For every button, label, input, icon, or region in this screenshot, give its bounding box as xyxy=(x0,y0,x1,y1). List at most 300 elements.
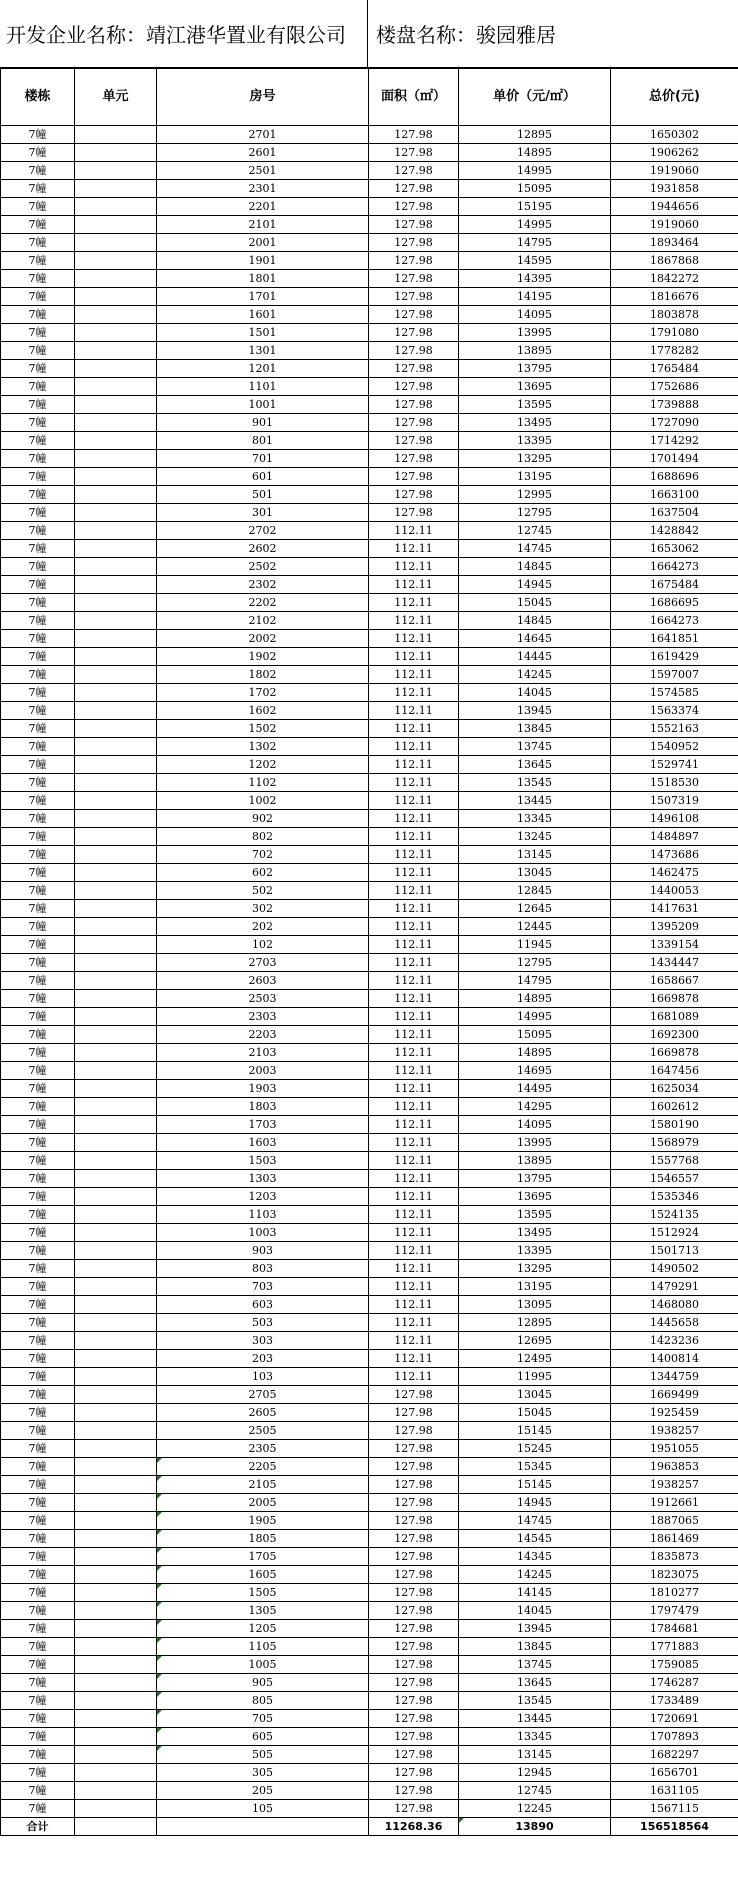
unit-cell[interactable] xyxy=(75,504,157,522)
room-cell[interactable]: 2305 xyxy=(157,1440,369,1458)
area-cell[interactable]: 112.11 xyxy=(369,720,459,738)
unit-price-cell[interactable]: 13945 xyxy=(459,1620,611,1638)
unit-cell[interactable] xyxy=(75,1440,157,1458)
total-price-cell[interactable]: 1484897 xyxy=(611,828,738,846)
area-cell[interactable]: 127.98 xyxy=(369,324,459,342)
unit-cell[interactable] xyxy=(75,1530,157,1548)
unit-price-cell[interactable]: 12795 xyxy=(459,954,611,972)
unit-price-cell[interactable]: 14895 xyxy=(459,1044,611,1062)
unit-cell[interactable] xyxy=(75,540,157,558)
area-cell[interactable]: 112.11 xyxy=(369,1062,459,1080)
building-cell[interactable]: 7幢 xyxy=(1,1728,75,1746)
room-cell[interactable]: 1201 xyxy=(157,360,369,378)
room-cell[interactable]: 1903 xyxy=(157,1080,369,1098)
building-cell[interactable]: 7幢 xyxy=(1,738,75,756)
unit-price-cell[interactable]: 13395 xyxy=(459,432,611,450)
unit-price-cell[interactable]: 14045 xyxy=(459,684,611,702)
total-price-cell[interactable]: 1688696 xyxy=(611,468,738,486)
area-cell[interactable]: 127.98 xyxy=(369,1404,459,1422)
building-cell[interactable]: 7幢 xyxy=(1,702,75,720)
area-cell[interactable]: 127.98 xyxy=(369,1566,459,1584)
total-price-cell[interactable]: 1512924 xyxy=(611,1224,738,1242)
area-cell[interactable]: 127.98 xyxy=(369,396,459,414)
unit-price-cell[interactable]: 13695 xyxy=(459,378,611,396)
room-cell[interactable]: 602 xyxy=(157,864,369,882)
unit-price-cell[interactable]: 13195 xyxy=(459,1278,611,1296)
building-cell[interactable]: 7幢 xyxy=(1,900,75,918)
room-cell[interactable]: 501 xyxy=(157,486,369,504)
total-price-cell[interactable]: 1468080 xyxy=(611,1296,738,1314)
room-cell[interactable]: 1803 xyxy=(157,1098,369,1116)
building-cell[interactable]: 7幢 xyxy=(1,828,75,846)
area-cell[interactable]: 112.11 xyxy=(369,558,459,576)
building-cell[interactable]: 7幢 xyxy=(1,486,75,504)
unit-price-cell[interactable]: 13145 xyxy=(459,1746,611,1764)
average-unit-price[interactable]: 13890 xyxy=(459,1818,611,1836)
area-cell[interactable]: 112.11 xyxy=(369,666,459,684)
unit-cell[interactable] xyxy=(75,1476,157,1494)
unit-cell[interactable] xyxy=(75,180,157,198)
unit-cell[interactable] xyxy=(75,1242,157,1260)
unit-price-cell[interactable]: 15245 xyxy=(459,1440,611,1458)
area-cell[interactable]: 127.98 xyxy=(369,216,459,234)
building-cell[interactable]: 7幢 xyxy=(1,1566,75,1584)
building-cell[interactable]: 7幢 xyxy=(1,1134,75,1152)
area-cell[interactable]: 112.11 xyxy=(369,1350,459,1368)
total-price-cell[interactable]: 1842272 xyxy=(611,270,738,288)
area-cell[interactable]: 127.98 xyxy=(369,144,459,162)
room-cell[interactable]: 605 xyxy=(157,1728,369,1746)
unit-cell[interactable] xyxy=(75,1044,157,1062)
column-header-room[interactable]: 房号 xyxy=(157,69,369,126)
total-price-cell[interactable]: 1597007 xyxy=(611,666,738,684)
unit-cell[interactable] xyxy=(75,396,157,414)
unit-price-cell[interactable]: 14695 xyxy=(459,1062,611,1080)
area-cell[interactable]: 112.11 xyxy=(369,684,459,702)
unit-price-cell[interactable]: 13395 xyxy=(459,1242,611,1260)
area-cell[interactable]: 112.11 xyxy=(369,882,459,900)
unit-cell[interactable] xyxy=(75,414,157,432)
building-cell[interactable]: 7幢 xyxy=(1,1332,75,1350)
unit-cell[interactable] xyxy=(75,1368,157,1386)
area-cell[interactable]: 112.11 xyxy=(369,630,459,648)
area-cell[interactable]: 112.11 xyxy=(369,972,459,990)
total-price-cell[interactable]: 1501713 xyxy=(611,1242,738,1260)
room-cell[interactable]: 2002 xyxy=(157,630,369,648)
building-cell[interactable]: 7幢 xyxy=(1,774,75,792)
area-cell[interactable]: 112.11 xyxy=(369,1044,459,1062)
area-cell[interactable]: 112.11 xyxy=(369,828,459,846)
unit-price-cell[interactable]: 14445 xyxy=(459,648,611,666)
unit-cell[interactable] xyxy=(75,1584,157,1602)
room-cell[interactable]: 1702 xyxy=(157,684,369,702)
area-cell[interactable]: 127.98 xyxy=(369,1710,459,1728)
building-cell[interactable]: 7幢 xyxy=(1,1656,75,1674)
unit-cell[interactable] xyxy=(75,1026,157,1044)
unit-cell[interactable] xyxy=(75,1656,157,1674)
area-cell[interactable]: 112.11 xyxy=(369,1332,459,1350)
building-cell[interactable]: 7幢 xyxy=(1,198,75,216)
building-cell[interactable]: 7幢 xyxy=(1,630,75,648)
unit-price-cell[interactable]: 13195 xyxy=(459,468,611,486)
building-cell[interactable]: 7幢 xyxy=(1,1152,75,1170)
unit-price-cell[interactable]: 12645 xyxy=(459,900,611,918)
room-cell[interactable]: 2303 xyxy=(157,1008,369,1026)
room-cell[interactable]: 1205 xyxy=(157,1620,369,1638)
total-price-cell[interactable]: 1669499 xyxy=(611,1386,738,1404)
unit-price-cell[interactable]: 12695 xyxy=(459,1332,611,1350)
room-cell[interactable]: 1301 xyxy=(157,342,369,360)
area-cell[interactable]: 127.98 xyxy=(369,1800,459,1818)
area-cell[interactable]: 112.11 xyxy=(369,954,459,972)
unit-cell[interactable] xyxy=(75,990,157,1008)
total-price-cell[interactable]: 1867868 xyxy=(611,252,738,270)
unit-cell[interactable] xyxy=(75,198,157,216)
project-name[interactable]: 楼盘名称：骏园雅居 xyxy=(376,23,556,47)
building-cell[interactable]: 7幢 xyxy=(1,1350,75,1368)
unit-price-cell[interactable]: 13845 xyxy=(459,720,611,738)
room-cell[interactable]: 1503 xyxy=(157,1152,369,1170)
developer-name[interactable]: 开发企业名称：靖江港华置业有限公司 xyxy=(0,0,368,68)
building-cell[interactable]: 7幢 xyxy=(1,1044,75,1062)
total-price-cell[interactable]: 1524135 xyxy=(611,1206,738,1224)
room-cell[interactable]: 2702 xyxy=(157,522,369,540)
area-cell[interactable]: 112.11 xyxy=(369,774,459,792)
area-cell[interactable]: 112.11 xyxy=(369,1242,459,1260)
building-cell[interactable]: 7幢 xyxy=(1,522,75,540)
building-cell[interactable]: 7幢 xyxy=(1,1764,75,1782)
room-cell[interactable]: 2502 xyxy=(157,558,369,576)
unit-cell[interactable] xyxy=(75,1764,157,1782)
total-price-cell[interactable]: 1944656 xyxy=(611,198,738,216)
total-price-cell[interactable]: 1752686 xyxy=(611,378,738,396)
room-cell[interactable]: 2101 xyxy=(157,216,369,234)
building-cell[interactable]: 7幢 xyxy=(1,1494,75,1512)
room-cell[interactable]: 1602 xyxy=(157,702,369,720)
unit-cell[interactable] xyxy=(75,360,157,378)
unit-price-cell[interactable]: 13945 xyxy=(459,702,611,720)
unit-cell[interactable] xyxy=(75,378,157,396)
unit-price-cell[interactable]: 13295 xyxy=(459,1260,611,1278)
room-cell[interactable]: 1105 xyxy=(157,1638,369,1656)
unit-price-cell[interactable]: 13995 xyxy=(459,324,611,342)
building-cell[interactable]: 7幢 xyxy=(1,1440,75,1458)
area-cell[interactable]: 112.11 xyxy=(369,1296,459,1314)
unit-cell[interactable] xyxy=(75,1152,157,1170)
unit-cell[interactable] xyxy=(75,324,157,342)
total-price-cell[interactable]: 1810277 xyxy=(611,1584,738,1602)
room-cell[interactable]: 2703 xyxy=(157,954,369,972)
room-cell[interactable]: 805 xyxy=(157,1692,369,1710)
building-cell[interactable]: 7幢 xyxy=(1,1386,75,1404)
unit-price-cell[interactable]: 14645 xyxy=(459,630,611,648)
unit-price-cell[interactable]: 14845 xyxy=(459,612,611,630)
area-cell[interactable]: 112.11 xyxy=(369,1206,459,1224)
building-cell[interactable]: 7幢 xyxy=(1,1458,75,1476)
total-price-cell[interactable]: 1400814 xyxy=(611,1350,738,1368)
total-price-cell[interactable]: 1473686 xyxy=(611,846,738,864)
area-cell[interactable]: 112.11 xyxy=(369,1116,459,1134)
total-price-cell[interactable]: 1440053 xyxy=(611,882,738,900)
unit-cell[interactable] xyxy=(75,792,157,810)
area-cell[interactable]: 127.98 xyxy=(369,288,459,306)
room-cell[interactable]: 2503 xyxy=(157,990,369,1008)
total-price-cell[interactable]: 1580190 xyxy=(611,1116,738,1134)
building-cell[interactable]: 7幢 xyxy=(1,468,75,486)
building-cell[interactable]: 7幢 xyxy=(1,1008,75,1026)
area-cell[interactable]: 127.98 xyxy=(369,126,459,144)
area-cell[interactable]: 112.11 xyxy=(369,540,459,558)
unit-price-cell[interactable]: 14045 xyxy=(459,1602,611,1620)
column-header-unit-price[interactable]: 单价（元/㎡） xyxy=(459,69,611,126)
building-cell[interactable]: 7幢 xyxy=(1,1548,75,1566)
unit-cell[interactable] xyxy=(75,432,157,450)
building-cell[interactable]: 7幢 xyxy=(1,972,75,990)
building-cell[interactable]: 7幢 xyxy=(1,1296,75,1314)
room-cell[interactable]: 203 xyxy=(157,1350,369,1368)
room-cell[interactable]: 505 xyxy=(157,1746,369,1764)
total-price-cell[interactable]: 1462475 xyxy=(611,864,738,882)
total-price-cell[interactable]: 1557768 xyxy=(611,1152,738,1170)
total-unit-cell[interactable] xyxy=(75,1818,157,1836)
area-cell[interactable]: 112.11 xyxy=(369,1224,459,1242)
building-cell[interactable]: 7幢 xyxy=(1,1746,75,1764)
unit-cell[interactable] xyxy=(75,1422,157,1440)
unit-price-cell[interactable]: 12245 xyxy=(459,1800,611,1818)
room-cell[interactable]: 2602 xyxy=(157,540,369,558)
room-cell[interactable]: 2003 xyxy=(157,1062,369,1080)
room-cell[interactable]: 2301 xyxy=(157,180,369,198)
unit-cell[interactable] xyxy=(75,1710,157,1728)
room-cell[interactable]: 2005 xyxy=(157,1494,369,1512)
total-price-cell[interactable]: 1574585 xyxy=(611,684,738,702)
unit-cell[interactable] xyxy=(75,1116,157,1134)
room-cell[interactable]: 1603 xyxy=(157,1134,369,1152)
unit-price-cell[interactable]: 13995 xyxy=(459,1134,611,1152)
total-price-cell[interactable]: 1647456 xyxy=(611,1062,738,1080)
unit-cell[interactable] xyxy=(75,954,157,972)
unit-cell[interactable] xyxy=(75,1314,157,1332)
building-cell[interactable]: 7幢 xyxy=(1,1476,75,1494)
room-cell[interactable]: 2103 xyxy=(157,1044,369,1062)
unit-price-cell[interactable]: 14245 xyxy=(459,1566,611,1584)
room-cell[interactable]: 1101 xyxy=(157,378,369,396)
unit-price-cell[interactable]: 13345 xyxy=(459,1728,611,1746)
unit-price-cell[interactable]: 14845 xyxy=(459,558,611,576)
unit-cell[interactable] xyxy=(75,1548,157,1566)
unit-cell[interactable] xyxy=(75,1458,157,1476)
unit-cell[interactable] xyxy=(75,576,157,594)
area-cell[interactable]: 127.98 xyxy=(369,342,459,360)
building-cell[interactable]: 7幢 xyxy=(1,432,75,450)
total-price-cell[interactable]: 1686695 xyxy=(611,594,738,612)
unit-price-cell[interactable]: 14595 xyxy=(459,252,611,270)
unit-price-cell[interactable]: 13595 xyxy=(459,1206,611,1224)
room-cell[interactable]: 301 xyxy=(157,504,369,522)
total-price-cell[interactable]: 1428842 xyxy=(611,522,738,540)
area-cell[interactable]: 127.98 xyxy=(369,1728,459,1746)
unit-cell[interactable] xyxy=(75,1386,157,1404)
room-cell[interactable]: 1802 xyxy=(157,666,369,684)
area-cell[interactable]: 127.98 xyxy=(369,1422,459,1440)
area-cell[interactable]: 112.11 xyxy=(369,612,459,630)
building-cell[interactable]: 7幢 xyxy=(1,1026,75,1044)
unit-cell[interactable] xyxy=(75,702,157,720)
unit-price-cell[interactable]: 14295 xyxy=(459,1098,611,1116)
room-cell[interactable]: 603 xyxy=(157,1296,369,1314)
unit-price-cell[interactable]: 13145 xyxy=(459,846,611,864)
total-price-cell[interactable]: 1925459 xyxy=(611,1404,738,1422)
building-cell[interactable]: 7幢 xyxy=(1,1620,75,1638)
column-header-unit[interactable]: 单元 xyxy=(75,69,157,126)
total-price-cell[interactable]: 1535346 xyxy=(611,1188,738,1206)
unit-cell[interactable] xyxy=(75,684,157,702)
room-cell[interactable]: 2203 xyxy=(157,1026,369,1044)
room-cell[interactable]: 1501 xyxy=(157,324,369,342)
building-cell[interactable]: 7幢 xyxy=(1,1170,75,1188)
unit-price-cell[interactable]: 12895 xyxy=(459,126,611,144)
area-cell[interactable]: 112.11 xyxy=(369,1080,459,1098)
total-price-cell[interactable]: 1637504 xyxy=(611,504,738,522)
room-cell[interactable]: 1905 xyxy=(157,1512,369,1530)
unit-price-cell[interactable]: 12995 xyxy=(459,486,611,504)
room-cell[interactable]: 103 xyxy=(157,1368,369,1386)
unit-price-cell[interactable]: 13595 xyxy=(459,396,611,414)
unit-cell[interactable] xyxy=(75,558,157,576)
area-cell[interactable]: 112.11 xyxy=(369,1008,459,1026)
building-cell[interactable]: 7幢 xyxy=(1,1224,75,1242)
total-price-cell[interactable]: 1563374 xyxy=(611,702,738,720)
total-price-cell[interactable]: 1714292 xyxy=(611,432,738,450)
room-cell[interactable]: 2201 xyxy=(157,198,369,216)
building-cell[interactable]: 7幢 xyxy=(1,1368,75,1386)
total-price-cell[interactable]: 1835873 xyxy=(611,1548,738,1566)
unit-price-cell[interactable]: 13045 xyxy=(459,864,611,882)
area-cell[interactable]: 127.98 xyxy=(369,234,459,252)
area-cell[interactable]: 127.98 xyxy=(369,306,459,324)
unit-price-cell[interactable]: 12795 xyxy=(459,504,611,522)
total-price-cell[interactable]: 1490502 xyxy=(611,1260,738,1278)
building-cell[interactable]: 7幢 xyxy=(1,954,75,972)
area-cell[interactable]: 127.98 xyxy=(369,486,459,504)
total-price-cell[interactable]: 1653062 xyxy=(611,540,738,558)
unit-price-cell[interactable]: 15195 xyxy=(459,198,611,216)
building-cell[interactable]: 7幢 xyxy=(1,180,75,198)
unit-price-cell[interactable]: 13795 xyxy=(459,360,611,378)
column-header-building[interactable]: 楼栋 xyxy=(1,69,75,126)
unit-price-cell[interactable]: 15095 xyxy=(459,1026,611,1044)
total-price-cell[interactable]: 1625034 xyxy=(611,1080,738,1098)
building-cell[interactable]: 7幢 xyxy=(1,270,75,288)
unit-cell[interactable] xyxy=(75,144,157,162)
unit-price-cell[interactable]: 14745 xyxy=(459,1512,611,1530)
room-cell[interactable]: 2205 xyxy=(157,1458,369,1476)
area-cell[interactable]: 112.11 xyxy=(369,1098,459,1116)
building-cell[interactable]: 7幢 xyxy=(1,342,75,360)
building-cell[interactable]: 7幢 xyxy=(1,1260,75,1278)
total-price-cell[interactable]: 1771883 xyxy=(611,1638,738,1656)
total-price-cell[interactable]: 1507319 xyxy=(611,792,738,810)
unit-cell[interactable] xyxy=(75,828,157,846)
room-cell[interactable]: 1701 xyxy=(157,288,369,306)
total-price-cell[interactable]: 1663100 xyxy=(611,486,738,504)
area-cell[interactable]: 112.11 xyxy=(369,864,459,882)
unit-cell[interactable] xyxy=(75,900,157,918)
building-cell[interactable]: 7幢 xyxy=(1,576,75,594)
total-price-cell[interactable]: 1727090 xyxy=(611,414,738,432)
area-cell[interactable]: 112.11 xyxy=(369,702,459,720)
room-cell[interactable]: 1005 xyxy=(157,1656,369,1674)
area-cell[interactable]: 112.11 xyxy=(369,1314,459,1332)
unit-cell[interactable] xyxy=(75,270,157,288)
building-cell[interactable]: 7幢 xyxy=(1,864,75,882)
unit-cell[interactable] xyxy=(75,234,157,252)
room-cell[interactable]: 2302 xyxy=(157,576,369,594)
area-cell[interactable]: 112.11 xyxy=(369,1134,459,1152)
total-price-cell[interactable]: 1540952 xyxy=(611,738,738,756)
total-price-cell[interactable]: 1778282 xyxy=(611,342,738,360)
unit-cell[interactable] xyxy=(75,1188,157,1206)
total-price-cell[interactable]: 1546557 xyxy=(611,1170,738,1188)
total-price-cell[interactable]: 1658667 xyxy=(611,972,738,990)
unit-price-cell[interactable]: 12495 xyxy=(459,1350,611,1368)
room-cell[interactable]: 205 xyxy=(157,1782,369,1800)
room-cell[interactable]: 905 xyxy=(157,1674,369,1692)
unit-cell[interactable] xyxy=(75,720,157,738)
area-cell[interactable]: 112.11 xyxy=(369,936,459,954)
unit-price-cell[interactable]: 14395 xyxy=(459,270,611,288)
unit-cell[interactable] xyxy=(75,450,157,468)
area-cell[interactable]: 112.11 xyxy=(369,1170,459,1188)
area-cell[interactable]: 127.98 xyxy=(369,1674,459,1692)
unit-cell[interactable] xyxy=(75,756,157,774)
unit-price-cell[interactable]: 14345 xyxy=(459,1548,611,1566)
unit-cell[interactable] xyxy=(75,1332,157,1350)
unit-cell[interactable] xyxy=(75,630,157,648)
unit-cell[interactable] xyxy=(75,162,157,180)
area-cell[interactable]: 127.98 xyxy=(369,1494,459,1512)
unit-price-cell[interactable]: 14995 xyxy=(459,216,611,234)
room-cell[interactable]: 1605 xyxy=(157,1566,369,1584)
unit-price-cell[interactable]: 13495 xyxy=(459,1224,611,1242)
unit-price-cell[interactable]: 13745 xyxy=(459,1656,611,1674)
building-cell[interactable]: 7幢 xyxy=(1,324,75,342)
unit-cell[interactable] xyxy=(75,1170,157,1188)
unit-cell[interactable] xyxy=(75,1260,157,1278)
unit-price-cell[interactable]: 12745 xyxy=(459,522,611,540)
area-cell[interactable]: 127.98 xyxy=(369,1764,459,1782)
unit-price-cell[interactable]: 13045 xyxy=(459,1386,611,1404)
unit-price-cell[interactable]: 14745 xyxy=(459,540,611,558)
total-price-cell[interactable]: 1746287 xyxy=(611,1674,738,1692)
room-cell[interactable]: 1502 xyxy=(157,720,369,738)
area-cell[interactable]: 112.11 xyxy=(369,1026,459,1044)
area-cell[interactable]: 112.11 xyxy=(369,1278,459,1296)
total-price-cell[interactable]: 1641851 xyxy=(611,630,738,648)
unit-price-cell[interactable]: 14895 xyxy=(459,990,611,1008)
unit-price-cell[interactable]: 15145 xyxy=(459,1422,611,1440)
building-cell[interactable]: 7幢 xyxy=(1,990,75,1008)
unit-cell[interactable] xyxy=(75,774,157,792)
area-cell[interactable]: 112.11 xyxy=(369,594,459,612)
unit-price-cell[interactable]: 13495 xyxy=(459,414,611,432)
unit-price-cell[interactable]: 13895 xyxy=(459,1152,611,1170)
unit-cell[interactable] xyxy=(75,612,157,630)
total-price-cell[interactable]: 1445658 xyxy=(611,1314,738,1332)
total-price-cell[interactable]: 1861469 xyxy=(611,1530,738,1548)
total-price-cell[interactable]: 1631105 xyxy=(611,1782,738,1800)
unit-cell[interactable] xyxy=(75,1566,157,1584)
